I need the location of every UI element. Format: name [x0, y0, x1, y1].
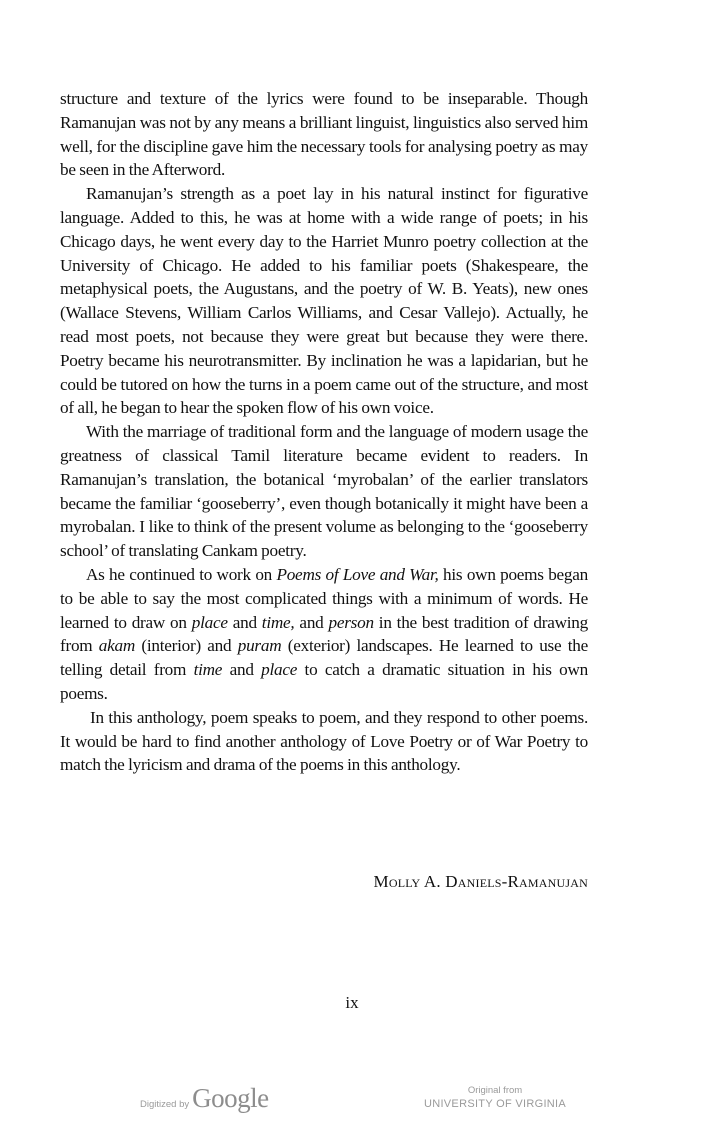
paragraph-4-text: (interior) and: [135, 636, 238, 656]
author-signature: Molly A. Daniels-Ramanujan: [373, 872, 588, 891]
page-number: ix: [345, 993, 359, 1012]
digitized-by-footer: [140, 1083, 269, 1114]
emphasis-time: time: [193, 660, 223, 680]
original-from-footer: [420, 1085, 570, 1111]
institution-name: UNIVERSITY OF VIRGINIA: [423, 1098, 567, 1110]
paragraph-4-text: to catch a dramatic situation in his own poems.: [60, 660, 588, 703]
paragraph-4-text: his own poems began to be able to say the most complicated things with a minimum of words. He learned to draw on: [60, 564, 588, 632]
paragraph-4: [60, 563, 588, 706]
emphasis-puram: puram: [237, 636, 282, 656]
book-title: Poems of Love and War,: [276, 564, 439, 584]
original-label: Original from: [467, 1085, 523, 1096]
emphasis-place: place: [191, 612, 228, 632]
paragraph-2: Ramanujan’s strength as a poet lay in his natural instinct for figurative language. Added to this, he was at home with a wide range of poets; in his Chicago days, he went every day to the Harriet Munro poetry collection at the University of Chicago. He added to his familiar poets (Shakespeare, the metaphysical poets, the Augustans, and the poetry of W. B. Yeats), new ones (Wallace Stevens, William Carlos Williams, and Cesar Vallejo). Actually, he read most poets, not because they were great but because they were there. Poetry became his neurotransmitter. By inclination he was a lapidarian, but he could be tutored on how the turns in a poem came out of the structure, and most of all, he began to hear the spoken flow of his own voice.: [60, 184, 588, 418]
paragraph-5: In this anthology, poem speaks to poem, and they respond to other poems. It would be hard to find another anthology of Love Poetry or of War Poetry to match the lyricism and drama of the poems in this anthology.: [60, 707, 588, 775]
paragraph-4-text: and: [294, 612, 329, 632]
body-text: [60, 87, 588, 777]
paragraph-4-text: (exterior) landscapes. He learned to use the telling detail from: [60, 636, 588, 680]
paragraph-4-text: in the best tradition of drawing from: [60, 612, 588, 656]
emphasis-person: person: [328, 612, 374, 632]
paragraph-4-text: As he continued to work on: [86, 564, 277, 584]
emphasis-time: time,: [261, 612, 295, 632]
paragraph-3: With the marriage of traditional form and the language of modern usage the greatness of classical Tamil literature became evident to readers. In Ramanujan’s translation, the botanical ‘myrobalan’ of the earlier translators became the familiar ‘gooseberry’, even though botanically it might have been a myrobalan. I like to think of the present volume as belonging to the ‘gooseberry school’ of translating Cankam poetry.: [60, 422, 588, 561]
paragraph-4-text: and: [227, 612, 262, 632]
paragraph-1: structure and texture of the lyrics were found to be inseparable. Though Ramanujan was not by any means a brilliant linguist, linguistics also served him well, for the discipline gave him the necessary tools for analysing poetry as may be seen in the Afterword.: [60, 89, 588, 180]
digitized-label: Digitized by: [140, 1099, 190, 1110]
google-logo: Google: [192, 1083, 269, 1113]
paragraph-4-text: and: [222, 660, 262, 680]
emphasis-place: place: [261, 660, 298, 680]
emphasis-akam: akam: [98, 636, 136, 656]
